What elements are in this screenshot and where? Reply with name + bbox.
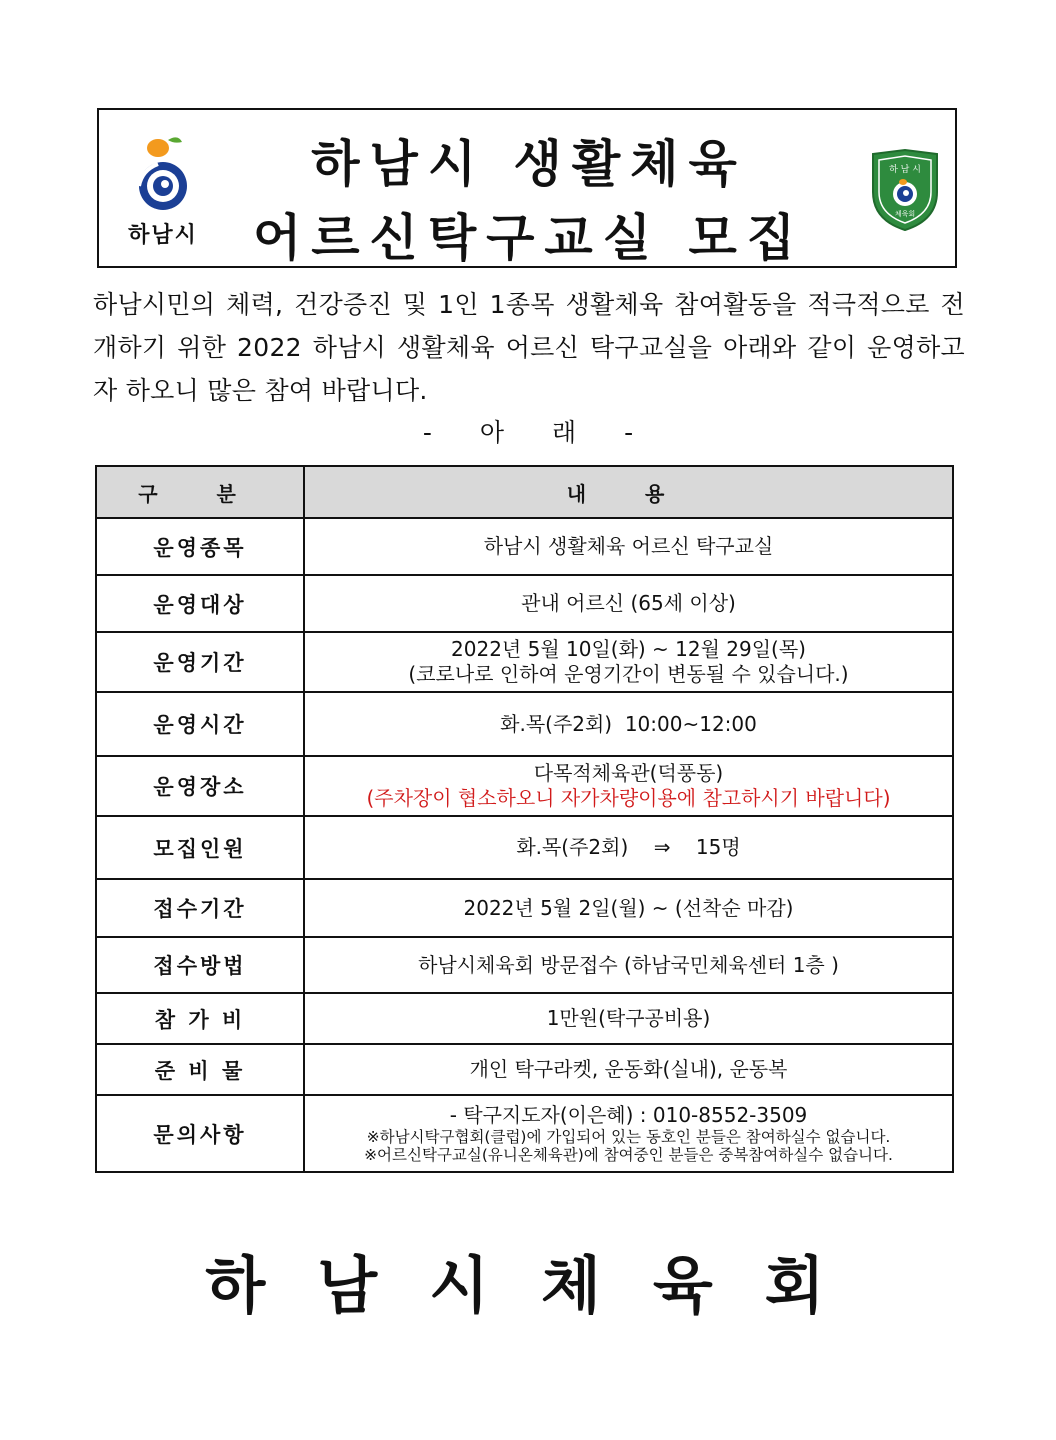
row-value: 화.목(주2회) ⇒ 15명	[304, 816, 953, 879]
period-dates: 2022년 5월 10일(화) ~ 12월 29일(목)	[451, 637, 806, 661]
table-row	[96, 937, 953, 993]
table-header-row	[96, 466, 953, 518]
table-row	[96, 575, 953, 632]
contact-note-2: ※어르신탁구교실(유니온체육관)에 참여중인 분들은 중복참여하실수 없습니다.	[364, 1146, 893, 1164]
emblem-text-top: 하 남 시	[889, 165, 921, 175]
row-value: 하남시 생활체육 어르신 탁구교실	[304, 518, 953, 575]
row-value: 화.목(주2회) 10:00~12:00	[304, 692, 953, 756]
parking-warning: (주차장이 협소하오니 자가차량이용에 참고하시기 바랍니다)	[366, 786, 891, 810]
table-row	[96, 518, 953, 575]
ah-rae-label: - 아 래 -	[422, 418, 634, 447]
intro-paragraph: 하남시민의 체력, 건강증진 및 1인 1종목 생활체육 참여활동을 적극적으로 전개하기 위한 2022 하남시 생활체육 어르신 탁구교실을 아래와 같이 운영하고자 하오니 많은 참여 바랍니다.	[93, 290, 965, 405]
table-row	[96, 879, 953, 937]
row-label: 운영기간	[96, 632, 304, 692]
row-value: 개인 탁구라켓, 운동화(실내), 운동복	[304, 1044, 953, 1095]
row-label: 접수기간	[96, 879, 304, 937]
row-label: 참 가 비	[96, 993, 304, 1044]
row-label: 운영종목	[96, 518, 304, 575]
contact-info: - 탁구지도자(이은혜) : 010-8552-3509	[449, 1103, 808, 1127]
row-value: 1만원(탁구공비용)	[304, 993, 953, 1044]
row-value: 하남시체육회 방문접수 (하남국민체육센터 1층 )	[304, 937, 953, 993]
column-header: 구 분	[96, 466, 304, 518]
row-value	[304, 632, 953, 692]
contact-note-1: ※하남시탁구협회(클럽)에 가입되어 있는 동호인 분들은 참여하실수 없습니다.	[366, 1128, 891, 1146]
table-row	[96, 632, 953, 692]
row-value: 2022년 5월 2일(월) ~ (선착순 마감)	[304, 879, 953, 937]
table-row	[96, 756, 953, 816]
city-logo-text: 하남시	[128, 223, 198, 248]
title-line-2: 어르신탁구교실 모집	[252, 209, 806, 267]
organizer-name: 하남시체육회	[205, 1249, 877, 1322]
row-value: 관내 어르신 (65세 이상)	[304, 575, 953, 632]
emblem-shield-icon	[869, 148, 941, 232]
table-row	[96, 1095, 953, 1172]
row-label: 모집인원	[96, 816, 304, 879]
table-row	[96, 1044, 953, 1095]
info-table	[95, 465, 954, 1173]
row-value	[304, 756, 953, 816]
row-value	[304, 1095, 953, 1172]
table-row	[96, 993, 953, 1044]
emblem-text-bottom: 체육회	[894, 210, 916, 218]
title-line-1: 하남시 생활체육	[311, 135, 747, 193]
title-box	[97, 108, 957, 268]
table-row	[96, 816, 953, 879]
row-label: 문의사항	[96, 1095, 304, 1172]
table-row	[96, 692, 953, 756]
row-label: 접수방법	[96, 937, 304, 993]
column-header: 내 용	[304, 466, 953, 518]
row-label: 준 비 물	[96, 1044, 304, 1095]
row-label: 운영시간	[96, 692, 304, 756]
period-note: (코로나로 인하여 운영기간이 변동될 수 있습니다.)	[408, 662, 849, 686]
row-label: 운영장소	[96, 756, 304, 816]
venue-name: 다목적체육관(덕풍동)	[533, 761, 724, 785]
sports-council-emblem	[869, 148, 941, 232]
row-label: 운영대상	[96, 575, 304, 632]
